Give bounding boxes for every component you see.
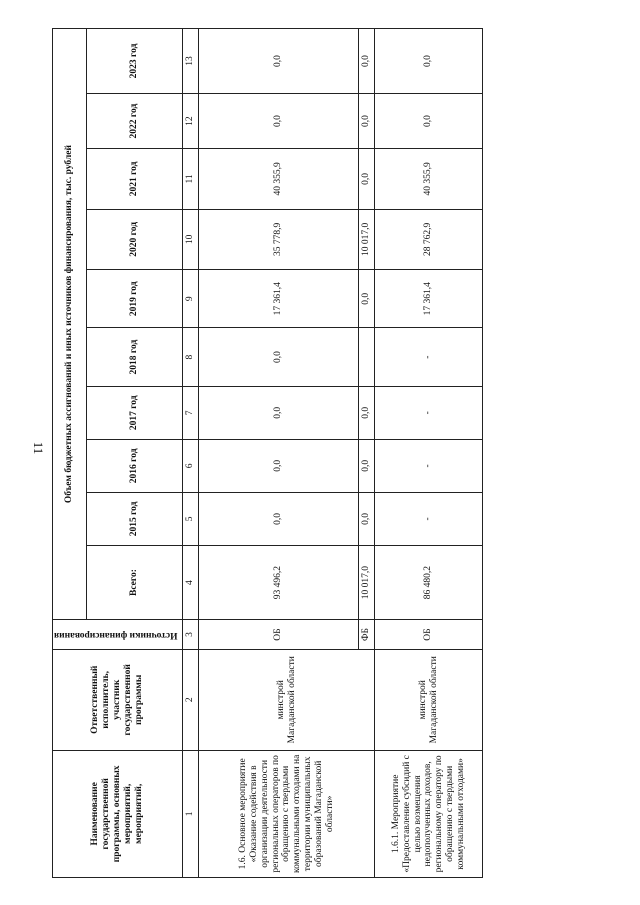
row-value: 0,0 [359,492,375,545]
table-row [199,29,359,878]
page-number: 11 [31,441,46,455]
row-value: 28 762,9 [375,209,483,269]
column-number: 2 [183,649,199,750]
row-value: - [375,439,483,492]
row-value: 0,0 [359,386,375,439]
column-number: 12 [183,93,199,148]
row-value: 0,0 [375,29,483,94]
row-value: 35 778,9 [199,209,359,269]
header-name: Наименование государственной программы, основных мероприятий, мероприятий, [53,750,183,877]
row-executor: минстрой Магаданской области [375,649,483,750]
row-name: 1.6. Основное мероприятие «Оказание содействия в организации деятельности региональных операторов по обращению с твердыми коммунальными отходами на территории муниципальных образований Магаданской области» [199,750,375,877]
header-year: 2020 год [86,209,183,269]
row-name: 1.6.1. Мероприятие «Предоставление субсидий с целью возмещения недополученных доходов, региональному оператору по обращению с твердыми коммунальными отходами» [375,750,483,877]
column-number: 13 [183,29,199,94]
row-total: 10 017,0 [359,545,375,619]
header-executor: Ответственный исполнитель, участник государственной программы [53,649,183,750]
header-year: 2023 год [86,29,183,94]
header-year: 2021 год [86,149,183,209]
column-number: 1 [183,750,199,877]
row-value: 17 361,4 [199,270,359,328]
row-value: 17 361,4 [375,270,483,328]
header-year: 2022 год [86,93,183,148]
header-year: 2017 год [86,386,183,439]
row-value: 0,0 [199,439,359,492]
column-number: 3 [183,620,199,650]
row-source: ОБ [375,620,483,650]
row-value: 0,0 [199,386,359,439]
row-value: - [375,492,483,545]
table-row [375,29,483,878]
column-number: 10 [183,209,199,269]
column-number: 5 [183,492,199,545]
budget-table [52,28,483,878]
header-year: 2018 год [86,328,183,386]
header-year: 2015 год [86,492,183,545]
row-total: 93 496,2 [199,545,359,619]
column-number: 9 [183,270,199,328]
row-value: 0,0 [359,270,375,328]
column-number: 11 [183,149,199,209]
row-value: 0,0 [199,328,359,386]
row-value: 0,0 [359,29,375,94]
row-value: 0,0 [199,93,359,148]
column-number: 8 [183,328,199,386]
row-value: - [375,328,483,386]
column-number: 7 [183,386,199,439]
column-numbers-row [183,29,199,878]
column-number: 4 [183,545,199,619]
header-group: Объем бюджетных ассигнований и иных источников финансирования, тыс. рублей [53,29,87,620]
row-value: 0,0 [199,29,359,94]
row-total: 86 480,2 [375,545,483,619]
row-value [359,328,375,386]
row-value: - [375,386,483,439]
header-source-text: Источники финансирования [54,630,178,640]
row-value: 40 355,9 [199,149,359,209]
row-value: 0,0 [359,93,375,148]
header-total: Всего: [86,545,183,619]
row-value: 0,0 [375,93,483,148]
column-number: 6 [183,439,199,492]
header-year: 2016 год [86,439,183,492]
row-executor: минстрой Магаданской области [199,649,375,750]
header-year: 2019 год [86,270,183,328]
row-value: 0,0 [359,149,375,209]
header-source [53,620,183,650]
row-source: ФБ [359,620,375,650]
budget-table-rotated [52,28,467,878]
row-value: 0,0 [199,492,359,545]
row-value: 40 355,9 [375,149,483,209]
row-value: 0,0 [359,439,375,492]
row-source: ОБ [199,620,359,650]
row-value: 10 017,0 [359,209,375,269]
